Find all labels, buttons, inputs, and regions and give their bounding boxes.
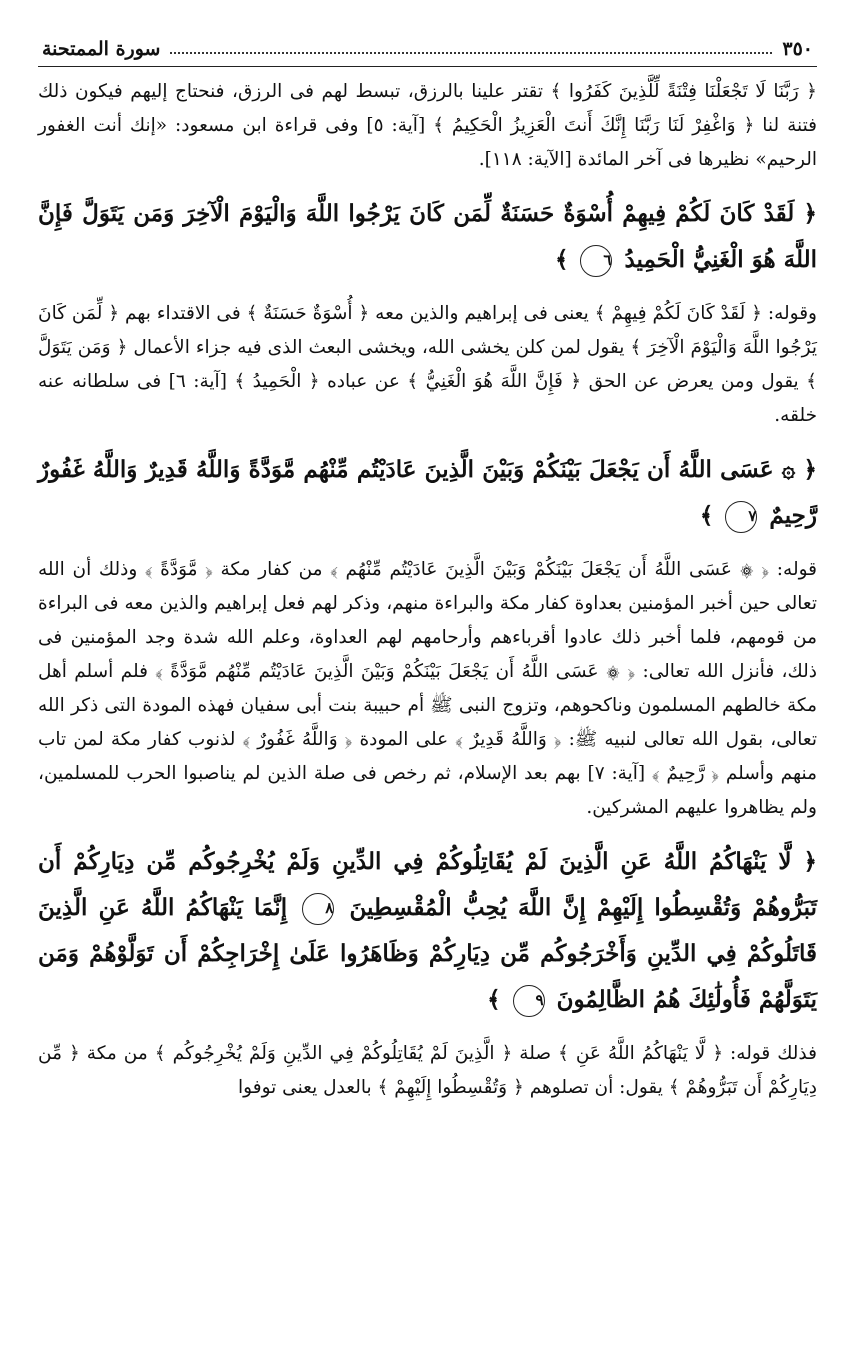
ayah-number-marker: ٩: [513, 985, 545, 1017]
commentary-paragraph-4: فذلك قوله: ﴿ لَّا يَنْهَاكُمُ اللَّهُ عَنِ ﴾ صلة ﴿ الَّذِينَ لَمْ يُقَاتِلُوكُمْ فِي الدِّينِ وَلَمْ يُخْرِجُوكُم ﴾ من مكة ﴿ مِّن دِيَارِكُمْ أَن تَبَرُّوهُمْ ﴾ يقول: أن تصلوهم ﴿ وَتُقْسِطُوا إِلَيْهِمْ ﴾ بالعدل يعنى توفوا: [38, 1043, 817, 1098]
verse-text: ﴿ ۞ عَسَى اللَّهُ أَن يَجْعَلَ بَيْنَكُمْ وَبَيْنَ الَّذِينَ عَادَيْتُم مِّنْهُم مَّوَدَّةً وَاللَّهُ قَدِيرٌ وَاللَّهُ غَفُورٌ رَّحِيمٌ: [38, 456, 817, 529]
header-dots: [170, 52, 772, 54]
verse-text: ﴿ لَقَدْ كَانَ لَكُمْ فِيهِمْ أُسْوَةٌ حَسَنَةٌ لِّمَن كَانَ يَرْجُوا اللَّهَ وَالْيَوْمَ الْآخِرَ وَمَن يَتَوَلَّ فَإِنَّ اللَّهَ هُوَ الْغَنِيُّ الْحَمِيدُ: [38, 200, 817, 273]
page-header: [38, 38, 817, 67]
commentary-paragraph-1: ﴿ رَبَّنَا لَا تَجْعَلْنَا فِتْنَةً لِّلَّذِينَ كَفَرُوا ﴾ تقتر علينا بالرزق، تبسط لهم فى الرزق، فنحتاج إليهم فيكون ذلك فتنة لنا ﴿ وَاغْفِرْ لَنَا رَبَّنَا إِنَّكَ أَنتَ الْعَزِيزُ الْحَكِيمُ ﴾ [آية: ٥] وفى قراءة ابن مسعود: «إنك أنت الغفور الرحيم» نظيرها فى آخر المائدة [الآية: ١١٨].: [38, 81, 817, 170]
commentary-paragraph-3: قوله: ﴿ ۞ عَسَى اللَّهُ أَن يَجْعَلَ بَيْنَكُمْ وَبَيْنَ الَّذِينَ عَادَيْتُم مِّنْهُم ﴾ من كفار مكة ﴿ مَّوَدَّةً ﴾ وذلك أن الله تعالى حين أخبر المؤمنين بعداوة كفار مكة والبراءة منهم، وذكر لهم فعل إبراهيم والذين معه فى البراءة من قومهم، فلما أخبر ذلك عادوا أقرباءهم وأرحامهم لهم العداوة، وعلم الله شدة وجد المؤمنين فى ذلك، فأنزل الله تعالى: ﴿ ۞ عَسَى اللَّهُ أَن يَجْعَلَ بَيْنَكُمْ وَبَيْنَ الَّذِينَ عَادَيْتُم مِّنْهُم مَّوَدَّةً ﴾ فلم أسلم أهل مكة خالطهم المسلمون وناكحوهم، وتزوج النبى ﷺ أم حبيبة بنت أبى سفيان فهذه المودة التى ذكر الله تعالى، بقول الله تعالى لنبيه ﷺ: ﴿ وَاللَّهُ قَدِيرٌ ﴾ على المودة ﴿ وَاللَّهُ غَفُورٌ ﴾ لذنوب كفار مكة لمن تاب منهم وأسلم ﴿ رَّحِيمٌ ﴾ [آية: ٧] بهم بعد الإسلام، ثم رخص فى صلة الذين لم يناصبوا الحرب للمسلمين، ولم يظاهروا عليهم المشركين.: [38, 559, 817, 818]
commentary-paragraph-2: وقوله: ﴿ لَقَدْ كَانَ لَكُمْ فِيهِمْ ﴾ يعنى فى إبراهيم والذين معه ﴿ أُسْوَةٌ حَسَنَةٌ ﴾ فى الاقتداء بهم ﴿ لِّمَن كَانَ يَرْجُوا اللَّهَ وَالْيَوْمَ الْآخِرَ ﴾ يقول لمن كلن يخشى الله، ويخشى البعث الذى فيه جزاء الأعمال ﴿ وَمَن يَتَوَلَّ ﴾ يقول ومن يعرض عن الحق ﴿ فَإِنَّ اللَّهَ هُوَ الْغَنِيُّ ﴾ عن عباده ﴿ الْحَمِيدُ ﴾ [آية: ٦] فى سلطانه عنه خلقه.: [38, 303, 817, 426]
quran-verse-6: [38, 191, 817, 283]
quran-verse-7: [38, 447, 817, 539]
verse-text: إِنَّمَا يَنْهَاكُمُ اللَّهُ عَنِ الَّذِينَ قَاتَلُوكُمْ فِي الدِّينِ وَأَخْرَجُوكُم مِّن دِيَارِكُمْ وَظَاهَرُوا عَلَىٰ إِخْرَاجِكُمْ أَن تَوَلَّوْهُمْ وَمَن يَتَوَلَّهُمْ فَأُولَٰئِكَ هُمُ الظَّالِمُونَ: [38, 894, 817, 1013]
ayah-number-marker: ٦: [580, 245, 612, 277]
ayah-number-marker: ٧: [725, 501, 757, 533]
closing-ornament-icon: ﴾: [554, 246, 569, 273]
verse-text: ﴿ لَّا يَنْهَاكُمُ اللَّهُ عَنِ الَّذِينَ لَمْ يُقَاتِلُوكُمْ فِي الدِّينِ وَلَمْ يُخْرِجُوكُم مِّن دِيَارِكُمْ أَن تَبَرُّوهُمْ وَتُقْسِطُوا إِلَيْهِمْ إِنَّ اللَّهَ يُحِبُّ الْمُقْسِطِينَ: [38, 848, 818, 921]
page-number: ٣٥٠: [782, 38, 813, 60]
surah-title: سورة الممتحنة: [42, 38, 161, 60]
closing-ornament-icon: ﴾: [487, 986, 501, 1013]
closing-ornament-icon: ﴾: [699, 502, 714, 529]
ayah-number-marker: ٨: [302, 893, 334, 925]
quran-verses-8-9: [38, 839, 817, 1023]
